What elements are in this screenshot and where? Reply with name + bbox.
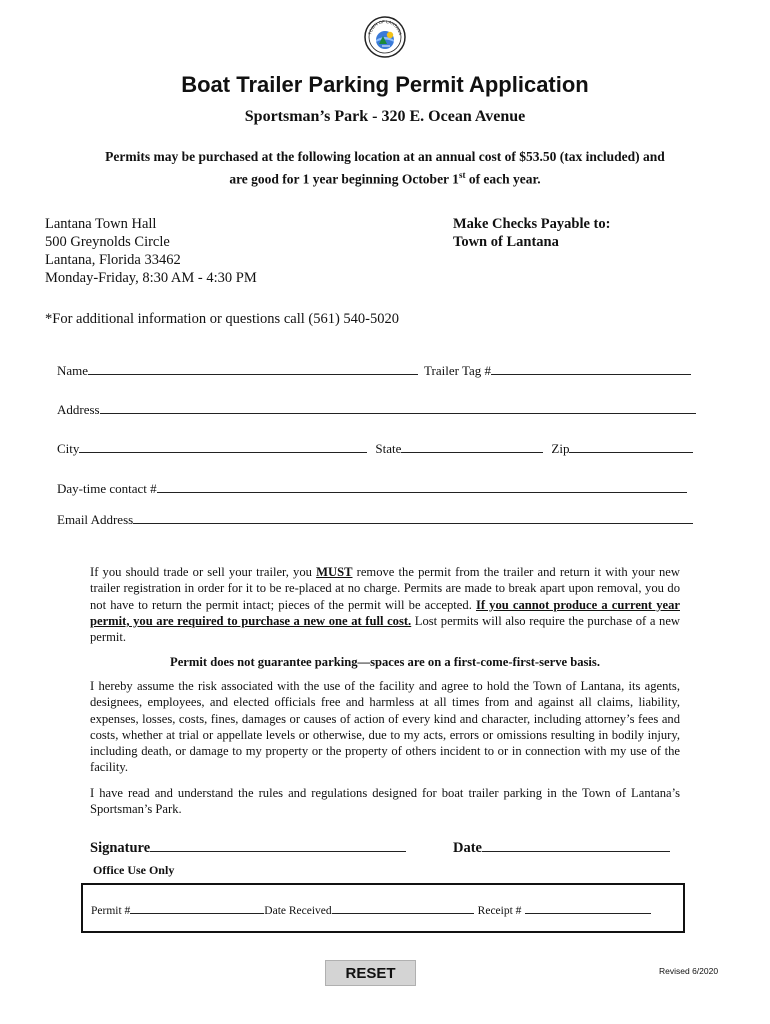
cost-line-2-sup: st [458,170,466,180]
signature-row [90,838,406,857]
revised-date: Revised 6/2020 [659,966,719,976]
daytime-contact-field[interactable] [157,481,687,493]
receipt-number-field[interactable] [525,902,651,914]
terms-p1-warning: If you cannot produce a current year permit, you are required to purchase a new one at full cost. [90,597,680,628]
trailer-tag-field[interactable] [491,363,691,375]
state-field[interactable] [401,441,543,453]
page-subtitle: Sportsman’s Park - 320 E. Ocean Avenue [244,108,526,125]
form-row-city [57,441,693,457]
cost-line-1: Permits may be purchased at the following location at an annual cost of $53.50 (tax included) and [105,149,665,164]
location-name: Lantana Town Hall [45,216,157,232]
date-row [453,838,670,857]
address-field[interactable] [100,402,696,414]
state-label: State [375,441,402,456]
info-line: *For additional information or questions call (561) 540-5020 [45,311,399,327]
page-title: Boat Trailer Parking Permit Application [181,72,589,97]
location-street: 500 Greynolds Circle [45,234,170,250]
cost-line-2-suffix: of each year. [465,171,541,187]
form-row-email [57,512,693,528]
email-label: Email Address [57,512,134,527]
permit-number-label: Permit # [91,905,131,917]
cost-line-2 [70,166,700,189]
cost-notice [70,148,700,189]
terms-p1-must: MUST [316,565,353,579]
town-hall-address [45,215,257,287]
city-field[interactable] [79,441,367,453]
receipt-number-label: Receipt # [477,905,522,917]
terms-paragraph-1 [90,564,680,645]
signature-label: Signature [90,840,151,856]
zip-label: Zip [551,441,570,456]
office-use-heading: Office Use Only [93,863,175,877]
svg-text:TOWN OF LANTANA: TOWN OF LANTANA [367,18,403,36]
terms-paragraph-2: I hereby assume the risk associated with the use of the facility and agree to hold the Town of Lantana, its agents, designees, employees, and elected officials free and harmless at all times from and against all claims, liability, expenses, losses, costs, fines, damages or causes of action of every kind and character, including attorney’s fees and costs, whether at trial or appellate levels or otherwise, due to my acts, errors or omissions resulting in bodily injury, including death, or damage to my property or the property of others incident to or in connection with my use of the facility. [90,679,680,775]
reset-button[interactable]: RESET [325,960,416,986]
permit-number-field[interactable] [130,902,264,914]
form-row-name [57,363,691,379]
daytime-contact-label: Day-time contact # [57,481,157,496]
zip-field[interactable] [569,441,693,453]
office-use-box [81,883,685,933]
city-label: City [57,441,80,456]
name-label: Name [57,363,89,378]
terms-p1-c: Lost permits will also require the purchase of a new permit. [90,613,681,645]
address-label: Address [57,402,100,417]
form-row-address [57,402,696,418]
location-city: Lantana, Florida 33462 [45,252,181,268]
parking-notice: Permit does not guarantee parking—spaces are on a first-come-first-serve basis. [170,655,600,669]
cost-line-2-prefix: are good for 1 year beginning October 1 [229,171,459,187]
name-field[interactable] [88,363,418,375]
location-hours: Monday-Friday, 8:30 AM - 4:30 PM [45,270,257,286]
town-seal-logo [364,16,406,58]
date-received-field[interactable] [332,902,474,914]
terms-p1-a: If you should trade or sell your trailer, you [90,565,317,579]
date-field[interactable] [482,838,670,852]
terms-p1-b: remove the permit from the trailer and return it with your new trailer registration in order for it to be re-placed at no charge. Permits are made to break apart upon removal, you do not have to return the permit intact; pieces of the permit will be accepted. [90,565,680,612]
email-field[interactable] [133,512,693,524]
signature-field[interactable] [150,838,406,852]
form-row-daytime [57,481,687,497]
office-use-row [91,902,651,917]
checks-payable-name: Town of Lantana [453,234,559,250]
checks-payable [453,215,610,251]
date-label: Date [453,840,482,856]
terms-paragraph-3: I have read and understand the rules and regulations designed for boat trailer parking in the Town of Lantana’s Sportsman’s Park. [90,786,680,817]
checks-payable-label: Make Checks Payable to: [453,216,611,232]
trailer-tag-label: Trailer Tag # [424,363,492,378]
date-received-label: Date Received [264,905,332,917]
